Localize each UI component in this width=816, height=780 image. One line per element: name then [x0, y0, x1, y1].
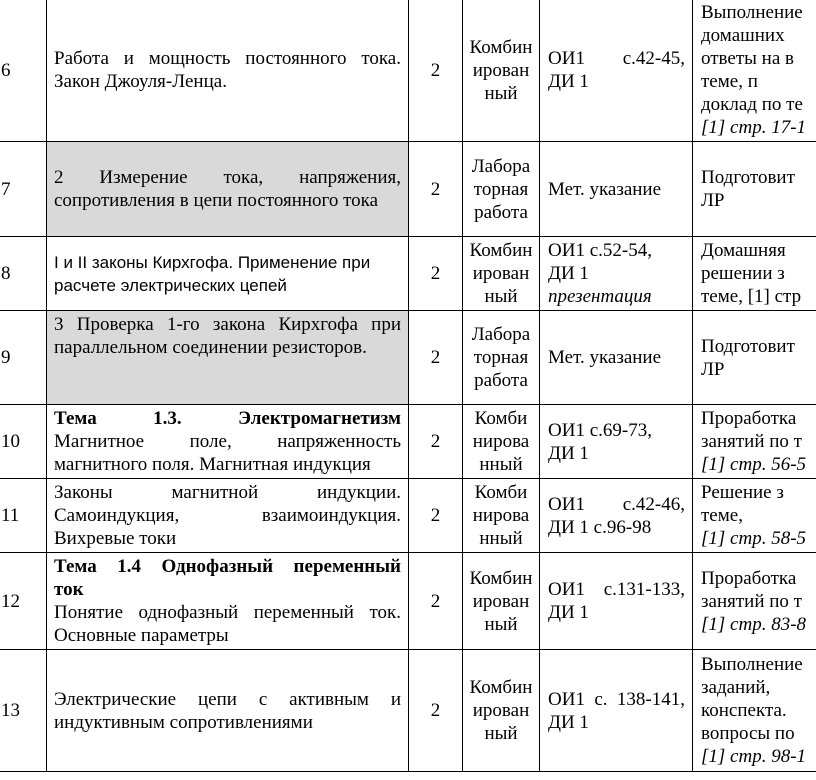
homework-cell: Выполнение домашних ответы на в теме, п доклад по те [1] стр. 17-1 — [693, 0, 816, 142]
source-cell: ОИ1 с.131-133, ДИ 1 — [540, 553, 693, 650]
homework-cell: Проработка занятий по т [1] стр. 56-5 — [693, 405, 816, 479]
table-row — [0, 479, 816, 553]
lesson-type-cell: Комби нирова нный — [463, 405, 540, 479]
row-number: 10 — [0, 405, 47, 479]
source-cell: Мет. указание — [540, 142, 693, 237]
source-cell: ОИ1 с. 138-141, ДИ 1 — [540, 650, 693, 772]
row-number: 13 — [0, 650, 47, 772]
lesson-type-cell: Комбин ирован ный — [463, 0, 540, 142]
source-cell: ОИ1 с.52-54, ДИ 1 презентация — [540, 237, 693, 311]
topic-cell: Законы магнитной индукции. Самоиндукция, взаимоиндукция. Вихревые токи — [47, 479, 409, 553]
homework-cell: Домашняя решении з теме, [1] стр — [693, 237, 816, 311]
lesson-type-cell: Комбин ирован ный — [463, 553, 540, 650]
topic-cell: Тема 1.4 Однофазный переменный ток Понятие однофазный переменный ток. Основные параметры — [47, 553, 409, 650]
lesson-type-cell: Лабора торная работа — [463, 311, 540, 405]
homework-cell: Решение з теме, [1] стр. 58-5 — [693, 479, 816, 553]
topic-cell: Электрические цепи с активным и индуктивным сопротивлениями — [47, 650, 409, 772]
source-cell: ОИ1 с.69-73, ДИ 1 — [540, 405, 693, 479]
table-row — [0, 237, 816, 311]
source-cell: ОИ1 с.42-46, ДИ 1 с.96-98 — [540, 479, 693, 553]
lesson-type-cell: Комбин ирован ный — [463, 237, 540, 311]
row-number: 11 — [0, 479, 47, 553]
homework-cell: Подготовит ЛР — [693, 311, 816, 405]
hours-cell: 2 — [409, 0, 463, 142]
table-row — [0, 0, 816, 142]
homework-cell: Проработка занятий по т [1] стр. 83-8 — [693, 553, 816, 650]
topic-cell: 2 Измерение тока, напряжения, сопротивления в цепи постоянного тока — [47, 142, 409, 237]
table-row — [0, 650, 816, 772]
lesson-type-cell: Комби нирова нный — [463, 479, 540, 553]
topic-cell: Работа и мощность постоянного тока. Закон Джоуля-Ленца. — [47, 0, 409, 142]
source-cell: ОИ1 с.42-45, ДИ 1 — [540, 0, 693, 142]
row-number: 12 — [0, 553, 47, 650]
lesson-type-cell: Лабора торная работа — [463, 142, 540, 237]
row-number: 6 — [0, 0, 47, 142]
hours-cell: 2 — [409, 650, 463, 772]
table-row — [0, 553, 816, 650]
row-number: 7 — [0, 142, 47, 237]
topic-cell: 3 Проверка 1-го закона Кирхгофа при параллельном соединении резисторов. — [47, 311, 409, 405]
homework-cell: Подготовит ЛР — [693, 142, 816, 237]
source-cell: Мет. указание — [540, 311, 693, 405]
hours-cell: 2 — [409, 405, 463, 479]
hours-cell: 2 — [409, 142, 463, 237]
row-number: 8 — [0, 237, 47, 311]
topic-cell: Тема 1.3. Электромагнетизм Магнитное поле, напряженность магнитного поля. Магнитная индукция — [47, 405, 409, 479]
hours-cell: 2 — [409, 311, 463, 405]
topic-cell: I и II законы Кирхгофа. Применение при расчете электрических цепей — [47, 237, 409, 311]
table-row — [0, 405, 816, 479]
row-number: 9 — [0, 311, 47, 405]
hours-cell: 2 — [409, 479, 463, 553]
table-row — [0, 142, 816, 237]
homework-cell: Выполнение заданий, конспекта. вопросы по [1] стр. 98-1 — [693, 650, 816, 772]
hours-cell: 2 — [409, 237, 463, 311]
hours-cell: 2 — [409, 553, 463, 650]
lesson-type-cell: Комбин ирован ный — [463, 650, 540, 772]
table-row — [0, 311, 816, 405]
